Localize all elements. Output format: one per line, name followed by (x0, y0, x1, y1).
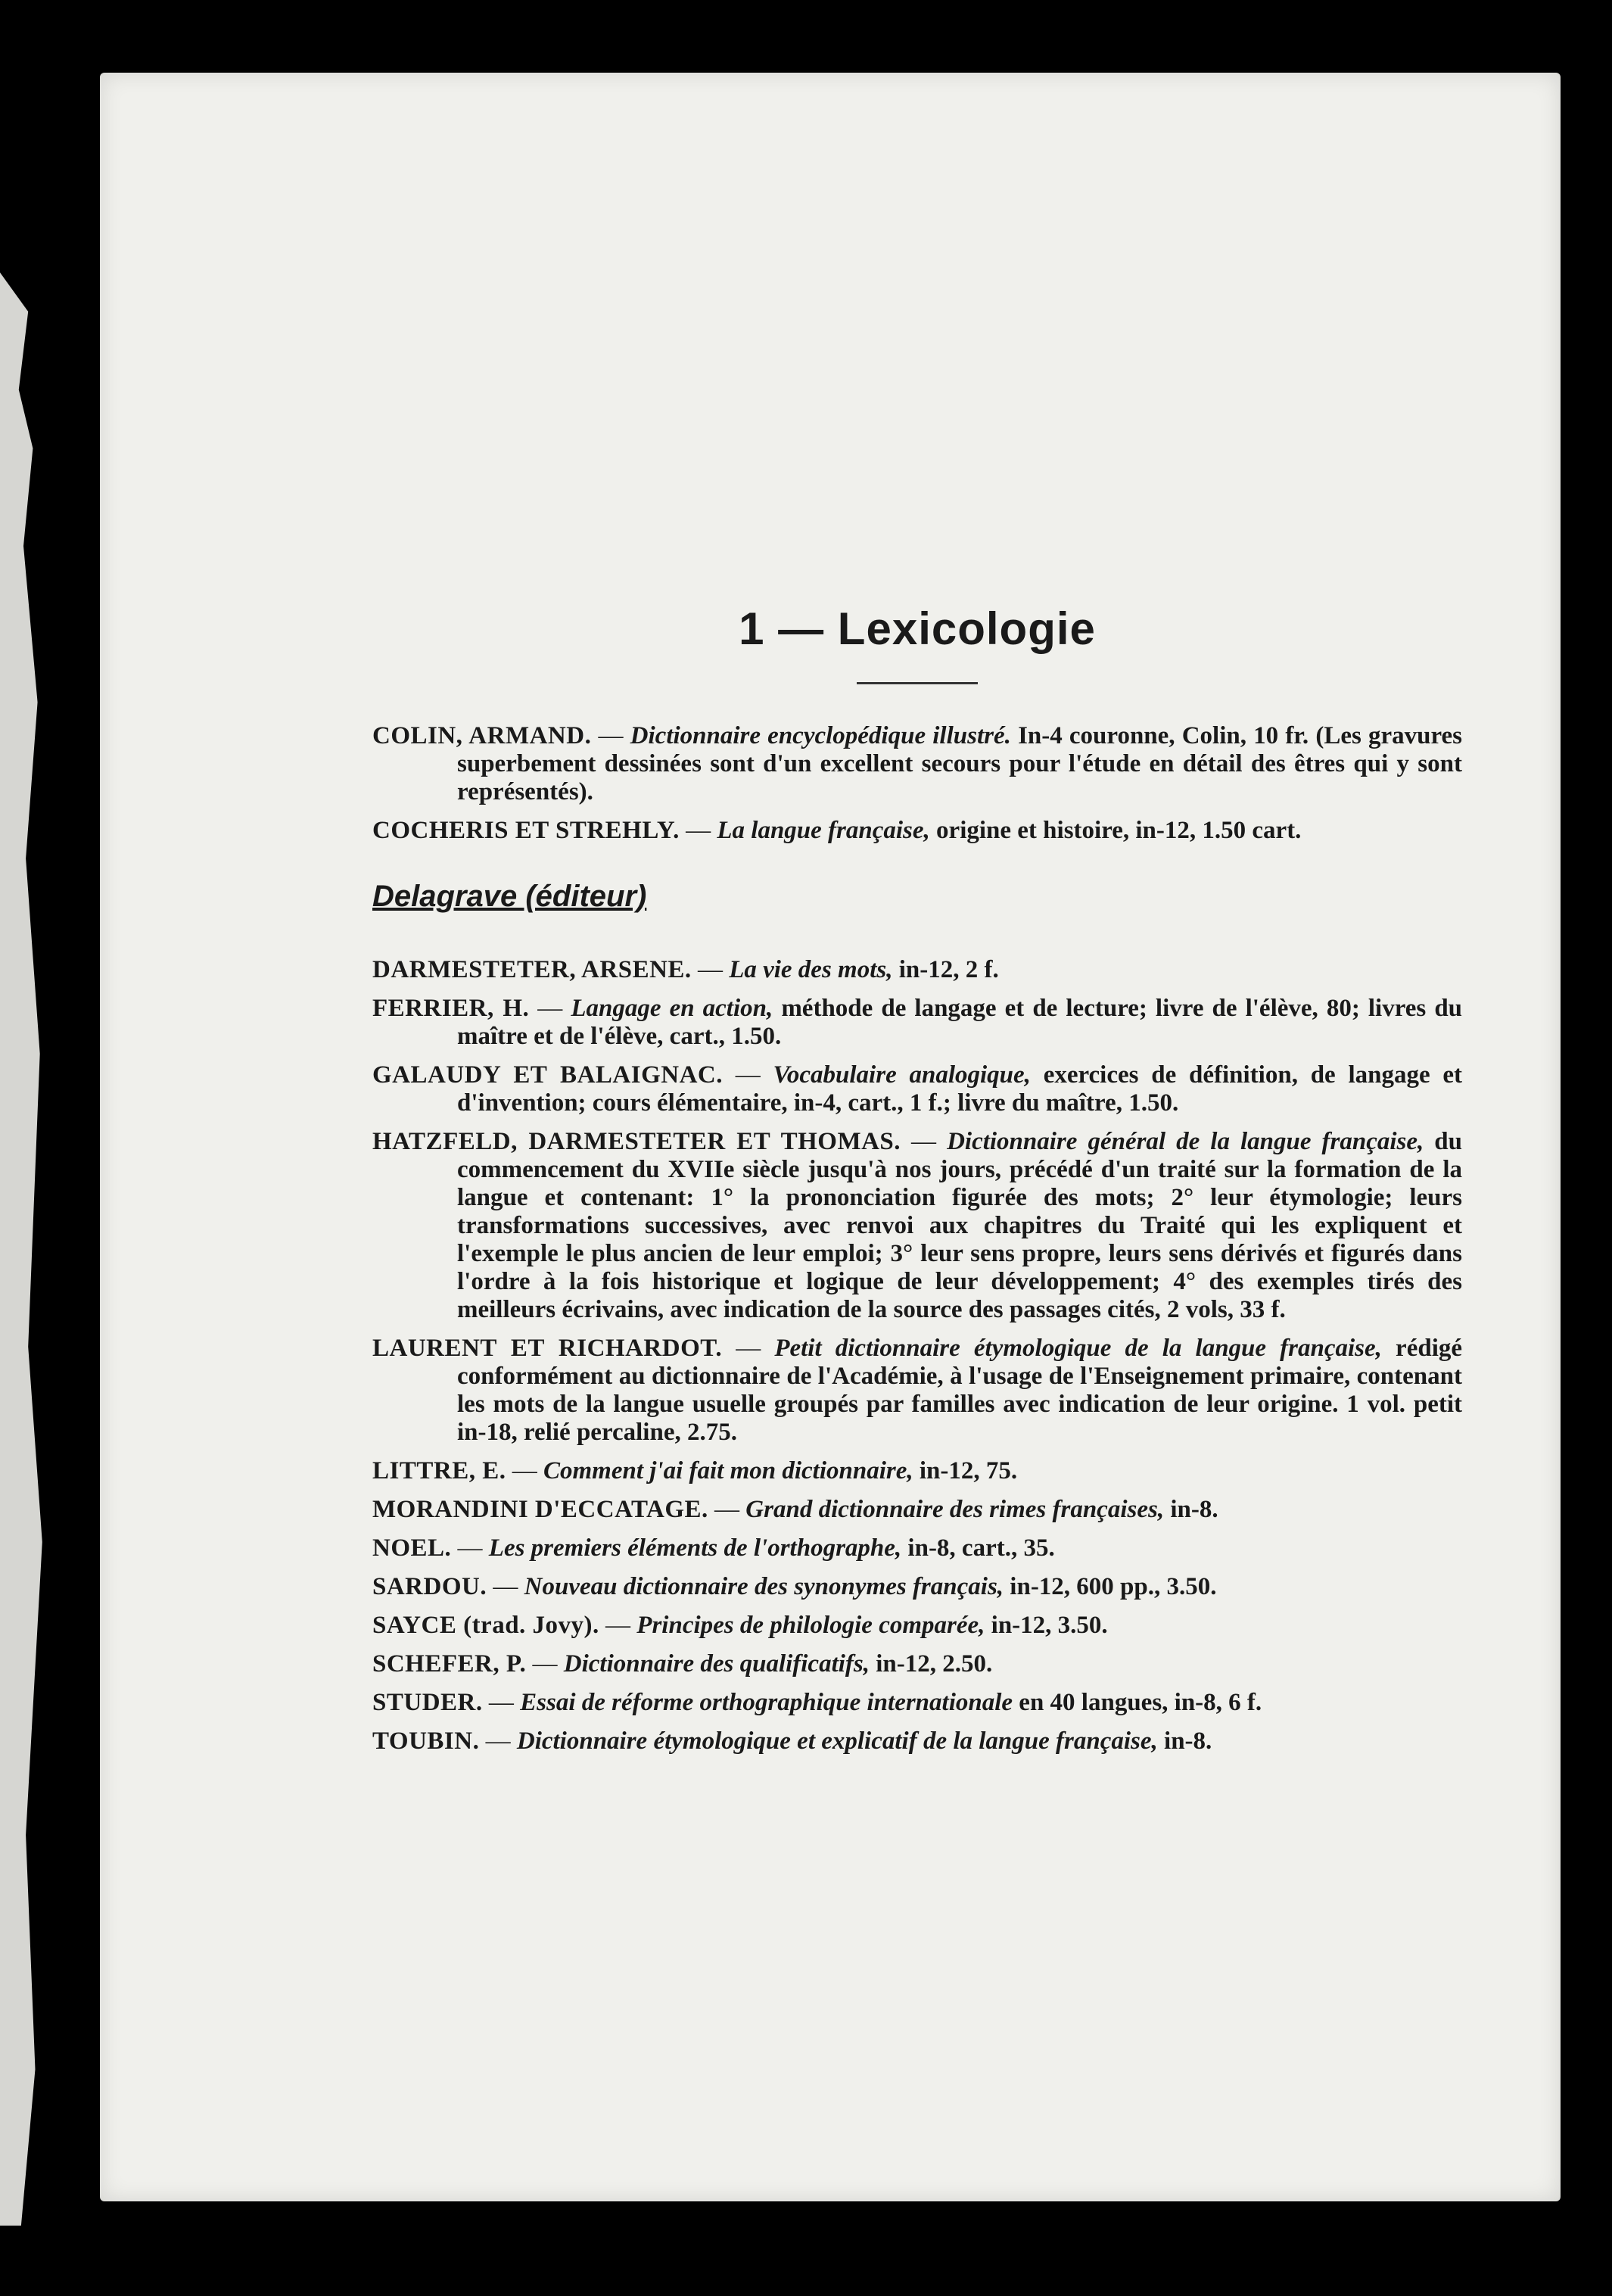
entry-title: Petit dictionnaire étymologique de la langue française, (774, 1335, 1382, 1362)
entry-details: du commencement du XVIIe siècle jusqu'à nos jours, précédé d'un traité sur la formation de la langue et contenant: 1° la prononciation figurée des mots; 2° leur étymologie; leurs transformations successives, avec renvoi aux chapitres du Traité qui les expliquent et l'exemple le plus ancien de leur emploi; 3° leur sens propre, leurs sens dérivés et figurés dans l'ordre à la fois historique et logique de leur développement; 4° des exemples tirés des meilleurs écrivains, avec indication de la source des passages cités, 2 vols, 33 f. (457, 1128, 1463, 1323)
entry-author: STUDER. (372, 1689, 483, 1716)
entry-details: méthode de langage et de lecture; livre de l'élève, 80; livres du maître et de l'élève, cart., 1.50. (457, 995, 1463, 1050)
entry-details: origine et histoire, in-12, 1.50 cart. (936, 817, 1302, 844)
entry-details: in-8. (1164, 1727, 1212, 1755)
section-title: 1 — Lexicologie (739, 603, 1096, 654)
entry-title: Dictionnaire général de la langue française, (947, 1128, 1424, 1155)
bibliography-entry: LITTRE, E. — Comment j'ai fait mon dictionnaire, in-12, 75. (372, 1457, 1018, 1484)
entry-details: in-12, 2.50. (876, 1650, 993, 1678)
entries-list-colin (372, 722, 1462, 845)
bibliography-entry: COLIN, ARMAND. — Dictionnaire encyclopédique illustré. In-4 couronne, Colin, 10 fr. (Les gravures superbement dessinées sont d'un excellent secours pour l'étude en détail des êtres qui y sont représentés). (372, 722, 1463, 805)
entry-details: exercices de définition, de langage et d'invention; cours élémentaire, in-4, cart., 1 f.; livre du maître, 1.50. (457, 1061, 1463, 1117)
entry-author: SAYCE (trad. Jovy). (372, 1612, 599, 1639)
bibliography-entry: SAYCE (trad. Jovy). — Principes de philologie comparée, in-12, 3.50. (372, 1612, 1108, 1639)
bibliography-entry: STUDER. — Essai de réforme orthographique internationale en 40 langues, in-8, 6 f. (372, 1689, 1262, 1716)
entry-details: in-8. (1170, 1496, 1218, 1523)
title-divider (857, 682, 978, 684)
bibliography-entry: DARMESTETER, ARSENE. — La vie des mots, in-12, 2 f. (372, 956, 999, 983)
entry-details: In-4 couronne, Colin, 10 fr. (Les gravures superbement dessinées sont d'un excellent secours pour l'étude en détail des êtres qui y sont représentés). (457, 722, 1463, 805)
adjacent-page-edge (0, 273, 47, 2226)
entry-title: La langue française, (717, 817, 930, 844)
entry-author: SARDOU. (372, 1573, 487, 1600)
page-content (372, 603, 1462, 1766)
entry-details: in-8, cart., 35. (907, 1534, 1055, 1562)
entry-title: Comment j'ai fait mon dictionnaire, (543, 1457, 913, 1484)
entry-author: TOUBIN. (372, 1727, 480, 1755)
document-page (100, 73, 1561, 2201)
entry-title: Dictionnaire des qualificatifs, (563, 1650, 870, 1678)
entries-list-delagrave (372, 956, 1462, 1755)
entry-title: Langage en action, (571, 995, 773, 1022)
entry-author: SCHEFER, P. (372, 1650, 527, 1678)
entry-details: in-12, 2 f. (898, 956, 999, 983)
bibliography-entry: SCHEFER, P. — Dictionnaire des qualificatifs, in-12, 2.50. (372, 1650, 993, 1678)
entry-details: in-12, 600 pp., 3.50. (1010, 1573, 1217, 1600)
entry-details: in-12, 75. (919, 1457, 1018, 1484)
bibliography-entry: COCHERIS ET STREHLY. — La langue française, origine et histoire, in-12, 1.50 cart. (372, 817, 1302, 844)
entry-title: Nouveau dictionnaire des synonymes français, (524, 1573, 1004, 1600)
entry-author: MORANDINI D'ECCATAGE. (372, 1496, 708, 1523)
entry-author: FERRIER, H. (372, 995, 530, 1022)
bibliography-entry: GALAUDY ET BALAIGNAC. — Vocabulaire analogique, exercices de définition, de langage et d'invention; cours élémentaire, in-4, cart., 1 f.; livre du maître, 1.50. (372, 1061, 1463, 1117)
bibliography-entry: FERRIER, H. — Langage en action, méthode de langage et de lecture; livre de l'élève, 80; livres du maître et de l'élève, cart., 1.50. (372, 995, 1463, 1050)
bibliography-entry: TOUBIN. — Dictionnaire étymologique et explicatif de la langue française, in-8. (372, 1727, 1212, 1755)
entry-details: rédigé conformément au dictionnaire de l'Académie, à l'usage de l'Enseignement primaire, contenant les mots de la langue usuelle groupés par familles avec indication de leur origine. 1 vol. petit in-18, relié percaline, 2.75. (457, 1335, 1463, 1446)
entry-author: LAURENT ET RICHARDOT. (372, 1335, 723, 1362)
entry-title: Les premiers éléments de l'orthographe, (488, 1534, 902, 1562)
entry-title: Dictionnaire encyclopédique illustré. (630, 722, 1011, 749)
entry-title: Grand dictionnaire des rimes françaises, (745, 1496, 1165, 1523)
entry-author: NOEL. (372, 1534, 452, 1562)
entry-title: Essai de réforme orthographique internationale (520, 1689, 1013, 1716)
entry-author: COLIN, ARMAND. (372, 722, 592, 749)
entry-author: GALAUDY ET BALAIGNAC. (372, 1061, 723, 1089)
entry-author: HATZFELD, DARMESTETER ET THOMAS. (372, 1128, 901, 1155)
entry-author: DARMESTETER, ARSENE. (372, 956, 692, 983)
entry-details: in-12, 3.50. (991, 1612, 1108, 1639)
entry-author: LITTRE, E. (372, 1457, 506, 1484)
entry-details: en 40 langues, in-8, 6 f. (1019, 1689, 1262, 1716)
bibliography-entry: HATZFELD, DARMESTETER ET THOMAS. — Dictionnaire général de la langue française, du commencement du XVIIe siècle jusqu'à nos jours, précédé d'un traité sur la formation de la langue et contenant: 1° la prononciation figurée des mots; 2° leur étymologie; leurs transformations successives, avec renvoi aux chapitres du Traité qui les expliquent et l'exemple le plus ancien de leur emploi; 3° leur sens propre, leurs sens dérivés et figurés dans l'ordre à la fois historique et logique de leur développement; 4° des exemples tirés des meilleurs écrivains, avec indication de la source des passages cités, 2 vols, 33 f. (372, 1128, 1463, 1323)
bibliography-entry: NOEL. — Les premiers éléments de l'orthographe, in-8, cart., 35. (372, 1534, 1055, 1562)
bibliography-entry: MORANDINI D'ECCATAGE. — Grand dictionnaire des rimes françaises, in-8. (372, 1496, 1218, 1523)
bibliography-entry: LAURENT ET RICHARDOT. — Petit dictionnaire étymologique de la langue française, rédigé conformément au dictionnaire de l'Académie, à l'usage de l'Enseignement primaire, contenant les mots de la langue usuelle groupés par familles avec indication de leur origine. 1 vol. petit in-18, relié percaline, 2.75. (372, 1335, 1463, 1446)
entry-author: COCHERIS ET STREHLY. (372, 817, 680, 844)
entry-title: Principes de philologie comparée, (636, 1612, 985, 1639)
entry-title: Dictionnaire étymologique et explicatif de la langue française, (516, 1727, 1158, 1755)
entry-title: La vie des mots, (729, 956, 893, 983)
entry-title: Vocabulaire analogique, (773, 1061, 1031, 1089)
publisher-heading: Delagrave (éditeur) (372, 880, 647, 913)
bibliography-entry: SARDOU. — Nouveau dictionnaire des synonymes français, in-12, 600 pp., 3.50. (372, 1573, 1217, 1600)
